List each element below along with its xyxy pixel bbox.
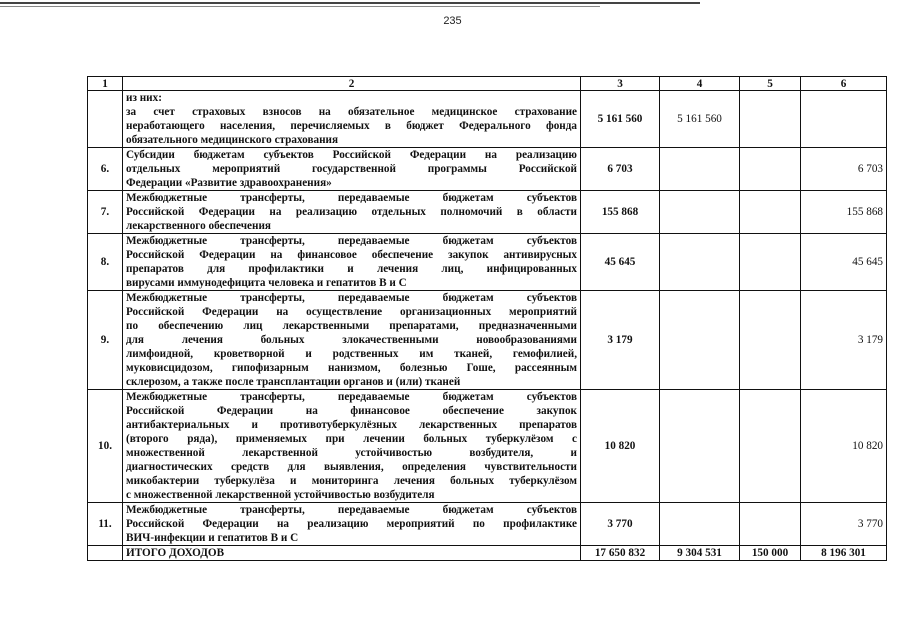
description-line: антибактериальных и противотуберкулёзных лекарственных препаратов (126, 419, 577, 431)
row-number (88, 91, 123, 148)
table-row (88, 291, 887, 390)
total-col-4: 9 304 531 (660, 546, 740, 561)
row-description (123, 503, 581, 546)
table-row (88, 148, 887, 191)
total-col-5: 150 000 (740, 546, 801, 561)
description-line: Межбюджетные трансферты, передаваемые бюджетам субъектов (126, 292, 577, 304)
row-value-c4 (660, 503, 740, 546)
description-line: Российской Федерации на осуществление организационных мероприятий (126, 306, 577, 318)
header-col-5: 5 (740, 77, 801, 91)
table-header-row (88, 77, 887, 91)
description-line: (второго ряда), применяемых при лечении больных туберкулёзом с (126, 433, 577, 445)
row-description (123, 191, 581, 234)
top-border-line-secondary (0, 6, 600, 7)
description-line: склерозом, а также после трансплантации органов и (или) тканей (126, 376, 461, 388)
row-description (123, 91, 581, 148)
row-value-c5 (740, 390, 801, 503)
description-line: Межбюджетные трансферты, передаваемые бюджетам субъектов (126, 391, 577, 403)
description-line: для лечения больных злокачественными новообразованиями (126, 334, 577, 346)
row-value-c5 (740, 503, 801, 546)
description-line: препаратов для профилактики и лечения лиц, инфицированных (126, 263, 577, 275)
page-number: 235 (443, 15, 462, 27)
description-line: обязательного медицинского страхования (126, 134, 339, 146)
description-line: Межбюджетные трансферты, передаваемые бюджетам субъектов (126, 235, 577, 247)
table-body (88, 91, 887, 546)
table-row (88, 503, 887, 546)
row-value-c5 (740, 291, 801, 390)
row-number: 10. (88, 390, 123, 503)
description-line: Российской Федерации на финансовое обеспечение закупок антивирусных (126, 249, 577, 261)
row-value-c5 (740, 91, 801, 148)
description-line: Российской Федерации на реализацию мероприятий по профилактике (126, 518, 577, 530)
table-row (88, 191, 887, 234)
header-col-2: 2 (123, 77, 581, 91)
description-line: неработающего населения, перечисляемых в бюджет Федерального фонда (126, 120, 577, 132)
total-row (88, 546, 887, 561)
row-number: 7. (88, 191, 123, 234)
description-line: Межбюджетные трансферты, передаваемые бюджетам субъектов (126, 504, 577, 516)
top-border-line (0, 2, 700, 4)
description-line: по обеспечению лиц лекарственными препаратами, предназначенными (126, 320, 577, 332)
row-value-c4 (660, 390, 740, 503)
row-value-c6: 6 703 (801, 148, 887, 191)
row-description (123, 390, 581, 503)
row-value-c3: 45 645 (581, 234, 660, 291)
header-col-1: 1 (88, 77, 123, 91)
description-line: вирусами иммунодефицита человека и гепатитов В и С (126, 277, 407, 289)
total-col-3: 17 650 832 (581, 546, 660, 561)
row-value-c6: 10 820 (801, 390, 887, 503)
description-line: ВИЧ-инфекции и гепатитов В и С (126, 532, 299, 544)
header-col-3: 3 (581, 77, 660, 91)
row-value-c6 (801, 91, 887, 148)
description-line: Российской Федерации на реализацию отдельных полномочий в области (126, 206, 577, 218)
row-value-c3: 6 703 (581, 148, 660, 191)
header-col-6: 6 (801, 77, 887, 91)
description-line: Федерации «Развитие здравоохранения» (126, 177, 332, 189)
description-line: диагностических средств для выявления, определения чувствительности (126, 461, 577, 473)
description-line: Российской Федерации на финансовое обеспечение закупок (126, 405, 577, 417)
description-line: лекарственного обеспечения (126, 220, 271, 232)
row-number: 6. (88, 148, 123, 191)
row-value-c5 (740, 234, 801, 291)
row-value-c4 (660, 291, 740, 390)
row-value-c5 (740, 148, 801, 191)
row-value-c6: 155 868 (801, 191, 887, 234)
total-label: ИТОГО ДОХОДОВ (123, 546, 581, 561)
row-description (123, 291, 581, 390)
row-description (123, 148, 581, 191)
row-value-c3: 5 161 560 (581, 91, 660, 148)
row-value-c3: 10 820 (581, 390, 660, 503)
budget-revenue-table (87, 76, 887, 561)
table-row (88, 234, 887, 291)
row-value-c3: 3 179 (581, 291, 660, 390)
total-col-6: 8 196 301 (801, 546, 887, 561)
row-number: 8. (88, 234, 123, 291)
description-line: Межбюджетные трансферты, передаваемые бюджетам субъектов (126, 192, 577, 204)
description-line: Субсидии бюджетам субъектов Российской Федерации на реализацию (126, 149, 577, 161)
total-row-num (88, 546, 123, 561)
row-value-c4 (660, 148, 740, 191)
row-value-c3: 3 770 (581, 503, 660, 546)
row-value-c4 (660, 234, 740, 291)
table-row (88, 390, 887, 503)
row-value-c4 (660, 191, 740, 234)
row-number: 9. (88, 291, 123, 390)
row-value-c6: 3 770 (801, 503, 887, 546)
description-line: с множественной лекарственной устойчивостью возбудителя (126, 489, 435, 501)
row-number: 11. (88, 503, 123, 546)
header-col-4: 4 (660, 77, 740, 91)
row-value-c5 (740, 191, 801, 234)
description-line: муковисцидозом, гипофизарным нанизмом, болезнью Гоше, рассеянным (126, 362, 577, 374)
table-row (88, 91, 887, 148)
description-line: за счет страховых взносов на обязательное медицинское страхование (126, 106, 577, 118)
description-line: множественной лекарственной устойчивостью возбудителя, и (126, 447, 577, 459)
row-value-c3: 155 868 (581, 191, 660, 234)
row-value-c6: 3 179 (801, 291, 887, 390)
description-line: отдельных мероприятий государственной программы Российской (126, 163, 577, 175)
description-line: микобактерии туберкулёза и мониторинга лечения больных туберкулёзом (126, 475, 577, 487)
row-value-c6: 45 645 (801, 234, 887, 291)
description-line: из них: (126, 92, 162, 104)
description-line: лимфоидной, кроветворной и родственных им тканей, гемофилией, (126, 348, 577, 360)
row-description (123, 234, 581, 291)
row-value-c4: 5 161 560 (660, 91, 740, 148)
